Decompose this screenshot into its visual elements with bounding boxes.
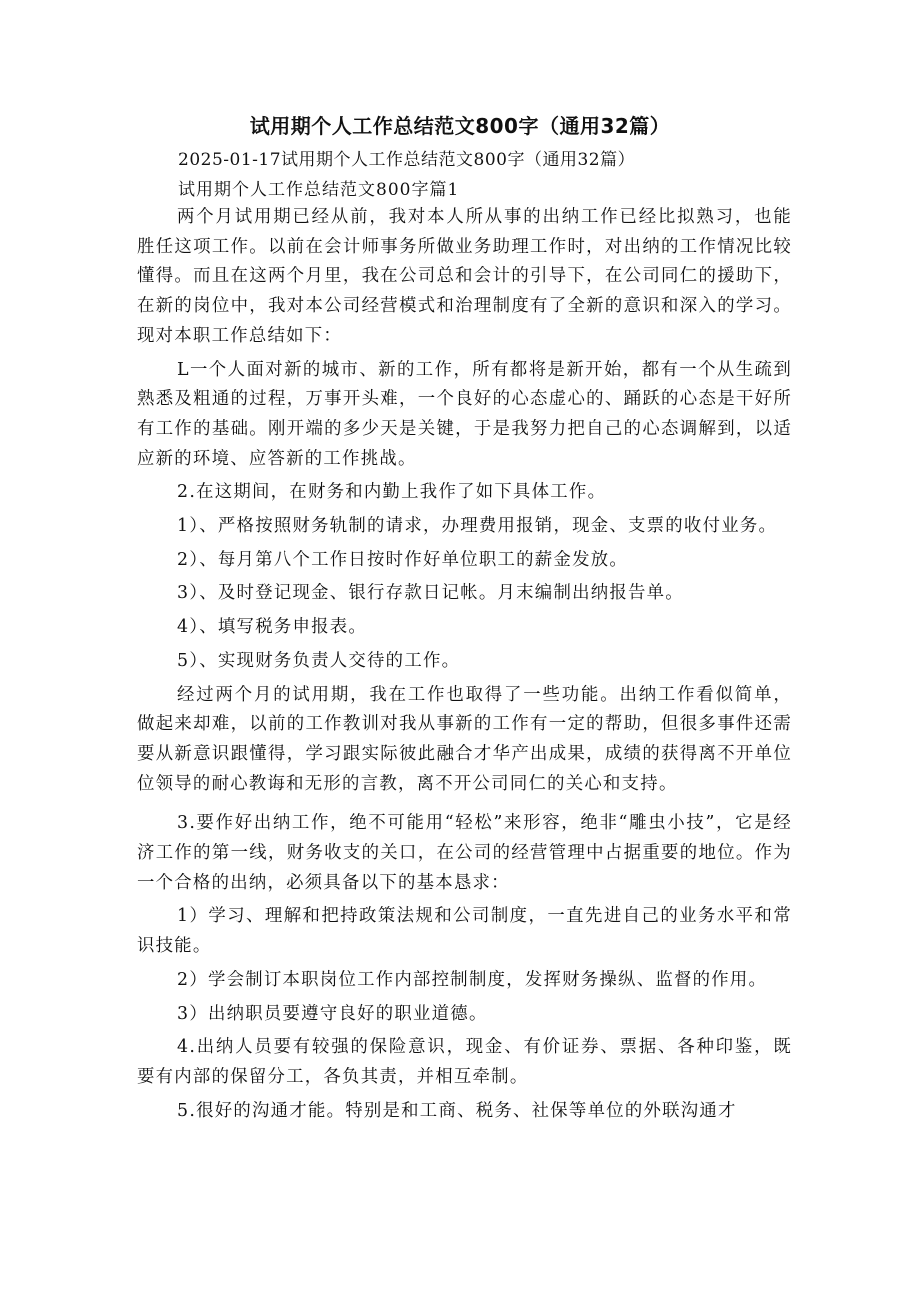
paragraph-point-2: 2.在这期间，在财务和内勤上我作了如下具体工作。 <box>177 482 607 503</box>
paragraph-point-1: L一个人面对新的城市、新的工作，所有都将是新开始，都有一个从生疏到熟悉及粗通的过程，万事开头难，一个良好的心态虚心的、踊跃的心态是干好所有工作的基础。刚开端的多少天是关键，于是我努力把自己的心态调解到，以适应新的环境、应答新的工作挑战。 <box>137 359 792 469</box>
document-title: 试用期个人工作总结范文800字（通用32篇） <box>249 114 671 138</box>
list-item: 5）、实现财务负责人交待的工作。 <box>177 650 461 671</box>
date-title-line: 2025-01-17试用期个人工作总结范文800字（通用32篇） <box>178 150 636 170</box>
paragraph-point-3: 3.要作好出纳工作，绝不可能用“轻松”来形容，绝非“雕虫小技”，它是经济工作的第一线，财务收支的关口，在公司的经营管理中占据重要的地位。作为一个合格的出纳，必须具备以下的基本恳求： <box>137 813 792 893</box>
paragraph-point-5: 5.很好的沟通才能。特别是和工商、税务、社保等单位的外联沟通才 <box>177 1100 737 1121</box>
paragraph-intro: 两个月试用期已经从前，我对本人所从事的出纳工作已经比拟熟习，也能胜任这项工作。以前在会计师事务所做业务助理工作时，对出纳的工作情况比较懂得。而且在这两个月里，我在公司总和会计的引导下，在公司同仁的援助下，在新的岗位中，我对本公司经营模式和治理制度有了全新的意识和深入的学习。现对本职工作总结如下： <box>137 207 792 346</box>
paragraph-point-4: 4.出纳人员要有较强的保险意识，现金、有价证券、票据、各种印鉴，既要有内部的保留分工，各负其责，并相互牵制。 <box>137 1037 792 1087</box>
chapter-heading: 试用期个人工作总结范文800字篇1 <box>178 180 460 200</box>
list-item: 3）、及时登记现金、银行存款日记帐。月末编制出纳报告单。 <box>177 583 684 604</box>
list-item: 3）出纳职员要遵守良好的职业道德。 <box>177 1003 488 1024</box>
list-item: 2）、每月第八个工作日按时作好单位职工的薪金发放。 <box>177 549 629 570</box>
list-item: 1）、严格按照财务轨制的请求，办理费用报销，现金、支票的收付业务。 <box>177 516 778 537</box>
list-item: 2）学会制订本职岗位工作内部控制制度，发挥财务操纵、监督的作用。 <box>177 969 768 990</box>
document-body <box>137 203 792 1130</box>
list-item: 1）学习、理解和把持政策法规和公司制度，一直先进自己的业务水平和常识技能。 <box>137 906 792 957</box>
list-item: 4）、填写税务申报表。 <box>177 617 368 638</box>
paragraph-achievements: 经过两个月的试用期，我在工作也取得了一些功能。出纳工作看似简单，做起来却难，以前的工作教训对我从事新的工作有一定的帮助，但很多事件还需要从新意识跟懂得，学习跟实际彼此融合才华产出成果，成绩的获得离不开单位位领导的耐心教诲和无形的言教，离不开公司同仁的关心和支持。 <box>137 684 792 794</box>
